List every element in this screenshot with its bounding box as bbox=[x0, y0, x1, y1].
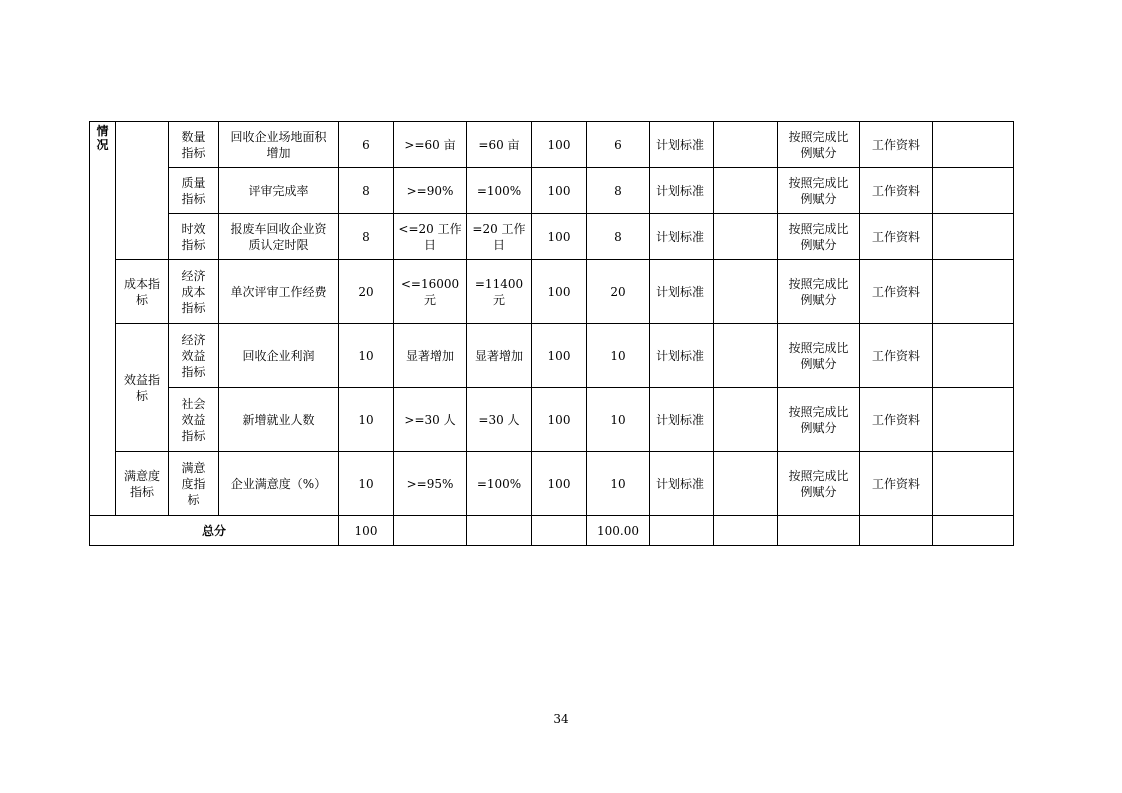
table-row bbox=[90, 324, 1014, 388]
score-cell: 20 bbox=[587, 260, 650, 324]
table-row bbox=[90, 214, 1014, 260]
target-cell: >=90% bbox=[394, 168, 467, 214]
rate-cell: 100 bbox=[532, 260, 587, 324]
side-label-cell bbox=[90, 122, 116, 516]
weight-cell: 10 bbox=[339, 388, 394, 452]
level3-cell: 质量 指标 bbox=[169, 168, 219, 214]
total-empty-cell bbox=[714, 516, 778, 546]
score-cell: 10 bbox=[587, 324, 650, 388]
note-cell bbox=[933, 122, 1014, 168]
reason-cell bbox=[714, 122, 778, 168]
note-cell bbox=[933, 260, 1014, 324]
note-cell bbox=[933, 168, 1014, 214]
page-number: 34 bbox=[553, 712, 569, 726]
basis-cell: 计划标准 bbox=[650, 214, 714, 260]
weight-cell: 6 bbox=[339, 122, 394, 168]
table-row bbox=[90, 168, 1014, 214]
score-cell: 8 bbox=[587, 168, 650, 214]
method-cell: 按照完成比 例赋分 bbox=[778, 168, 860, 214]
rate-cell: 100 bbox=[532, 452, 587, 516]
total-label-cell bbox=[90, 516, 339, 546]
actual-cell: =100% bbox=[467, 452, 532, 516]
indicator-name-cell: 企业满意度（%） bbox=[219, 452, 339, 516]
score-cell: 6 bbox=[587, 122, 650, 168]
basis-cell: 计划标准 bbox=[650, 122, 714, 168]
total-empty-cell bbox=[933, 516, 1014, 546]
rate-cell: 100 bbox=[532, 122, 587, 168]
reason-cell bbox=[714, 214, 778, 260]
method-cell: 按照完成比 例赋分 bbox=[778, 324, 860, 388]
score-cell: 10 bbox=[587, 388, 650, 452]
level2-cell: 效益指 标 bbox=[116, 324, 169, 452]
source-cell: 工作资料 bbox=[860, 122, 933, 168]
basis-cell: 计划标准 bbox=[650, 452, 714, 516]
total-empty-cell bbox=[394, 516, 467, 546]
total-weight: 100 bbox=[354, 523, 378, 538]
source-cell: 工作资料 bbox=[860, 388, 933, 452]
level2-cell: 满意度 指标 bbox=[116, 452, 169, 516]
indicator-name-cell: 新增就业人数 bbox=[219, 388, 339, 452]
basis-cell: 计划标准 bbox=[650, 324, 714, 388]
reason-cell bbox=[714, 388, 778, 452]
reason-cell bbox=[714, 168, 778, 214]
indicator-name-cell: 评审完成率 bbox=[219, 168, 339, 214]
total-label: 总分 bbox=[201, 523, 226, 538]
target-cell: >=60 亩 bbox=[394, 122, 467, 168]
method-cell: 按照完成比 例赋分 bbox=[778, 452, 860, 516]
level3-cell: 社会 效益 指标 bbox=[169, 388, 219, 452]
note-cell bbox=[933, 388, 1014, 452]
target-cell: >=30 人 bbox=[394, 388, 467, 452]
rate-cell: 100 bbox=[532, 324, 587, 388]
level3-cell: 数量 指标 bbox=[169, 122, 219, 168]
weight-cell: 8 bbox=[339, 168, 394, 214]
basis-cell: 计划标准 bbox=[650, 388, 714, 452]
weight-cell: 20 bbox=[339, 260, 394, 324]
indicator-name-cell: 回收企业利润 bbox=[219, 324, 339, 388]
target-cell: <=20 工作 日 bbox=[394, 214, 467, 260]
level3-cell: 经济 成本 指标 bbox=[169, 260, 219, 324]
total-empty-cell bbox=[778, 516, 860, 546]
note-cell bbox=[933, 452, 1014, 516]
reason-cell bbox=[714, 324, 778, 388]
target-cell: 显著增加 bbox=[394, 324, 467, 388]
table-row bbox=[90, 260, 1014, 324]
method-cell: 按照完成比 例赋分 bbox=[778, 122, 860, 168]
note-cell bbox=[933, 324, 1014, 388]
indicator-name-cell: 回收企业场地面积 增加 bbox=[219, 122, 339, 168]
total-empty-cell bbox=[650, 516, 714, 546]
method-cell: 按照完成比 例赋分 bbox=[778, 214, 860, 260]
target-cell: >=95% bbox=[394, 452, 467, 516]
total-empty-cell bbox=[467, 516, 532, 546]
rate-cell: 100 bbox=[532, 214, 587, 260]
level2-cell-empty bbox=[116, 122, 169, 260]
source-cell: 工作资料 bbox=[860, 260, 933, 324]
source-cell: 工作资料 bbox=[860, 214, 933, 260]
actual-cell: =100% bbox=[467, 168, 532, 214]
rate-cell: 100 bbox=[532, 388, 587, 452]
source-cell: 工作资料 bbox=[860, 452, 933, 516]
note-cell bbox=[933, 214, 1014, 260]
level3-cell: 满意 度指 标 bbox=[169, 452, 219, 516]
total-score-cell bbox=[587, 516, 650, 546]
reason-cell bbox=[714, 260, 778, 324]
basis-cell: 计划标准 bbox=[650, 260, 714, 324]
actual-cell: =60 亩 bbox=[467, 122, 532, 168]
method-cell: 按照完成比 例赋分 bbox=[778, 260, 860, 324]
actual-cell: =20 工作 日 bbox=[467, 214, 532, 260]
weight-cell: 10 bbox=[339, 452, 394, 516]
reason-cell bbox=[714, 452, 778, 516]
indicator-name-cell: 单次评审工作经费 bbox=[219, 260, 339, 324]
table-row bbox=[90, 122, 1014, 168]
level2-cell: 成本指 标 bbox=[116, 260, 169, 324]
level3-cell: 时效 指标 bbox=[169, 214, 219, 260]
performance-table bbox=[89, 121, 1014, 546]
actual-cell: =11400 元 bbox=[467, 260, 532, 324]
basis-cell: 计划标准 bbox=[650, 168, 714, 214]
source-cell: 工作资料 bbox=[860, 324, 933, 388]
weight-cell: 10 bbox=[339, 324, 394, 388]
side-label: 情 况 bbox=[96, 124, 109, 152]
table-row bbox=[90, 388, 1014, 452]
score-cell: 10 bbox=[587, 452, 650, 516]
source-cell: 工作资料 bbox=[860, 168, 933, 214]
total-empty-cell bbox=[532, 516, 587, 546]
score-cell: 8 bbox=[587, 214, 650, 260]
total-weight-cell bbox=[339, 516, 394, 546]
total-empty-cell bbox=[860, 516, 933, 546]
total-row bbox=[90, 516, 1014, 546]
table-row bbox=[90, 452, 1014, 516]
indicator-name-cell: 报废车回收企业资 质认定时限 bbox=[219, 214, 339, 260]
target-cell: <=16000 元 bbox=[394, 260, 467, 324]
rate-cell: 100 bbox=[532, 168, 587, 214]
weight-cell: 8 bbox=[339, 214, 394, 260]
method-cell: 按照完成比 例赋分 bbox=[778, 388, 860, 452]
actual-cell: 显著增加 bbox=[467, 324, 532, 388]
total-score: 100.00 bbox=[597, 523, 639, 538]
actual-cell: =30 人 bbox=[467, 388, 532, 452]
level3-cell: 经济 效益 指标 bbox=[169, 324, 219, 388]
